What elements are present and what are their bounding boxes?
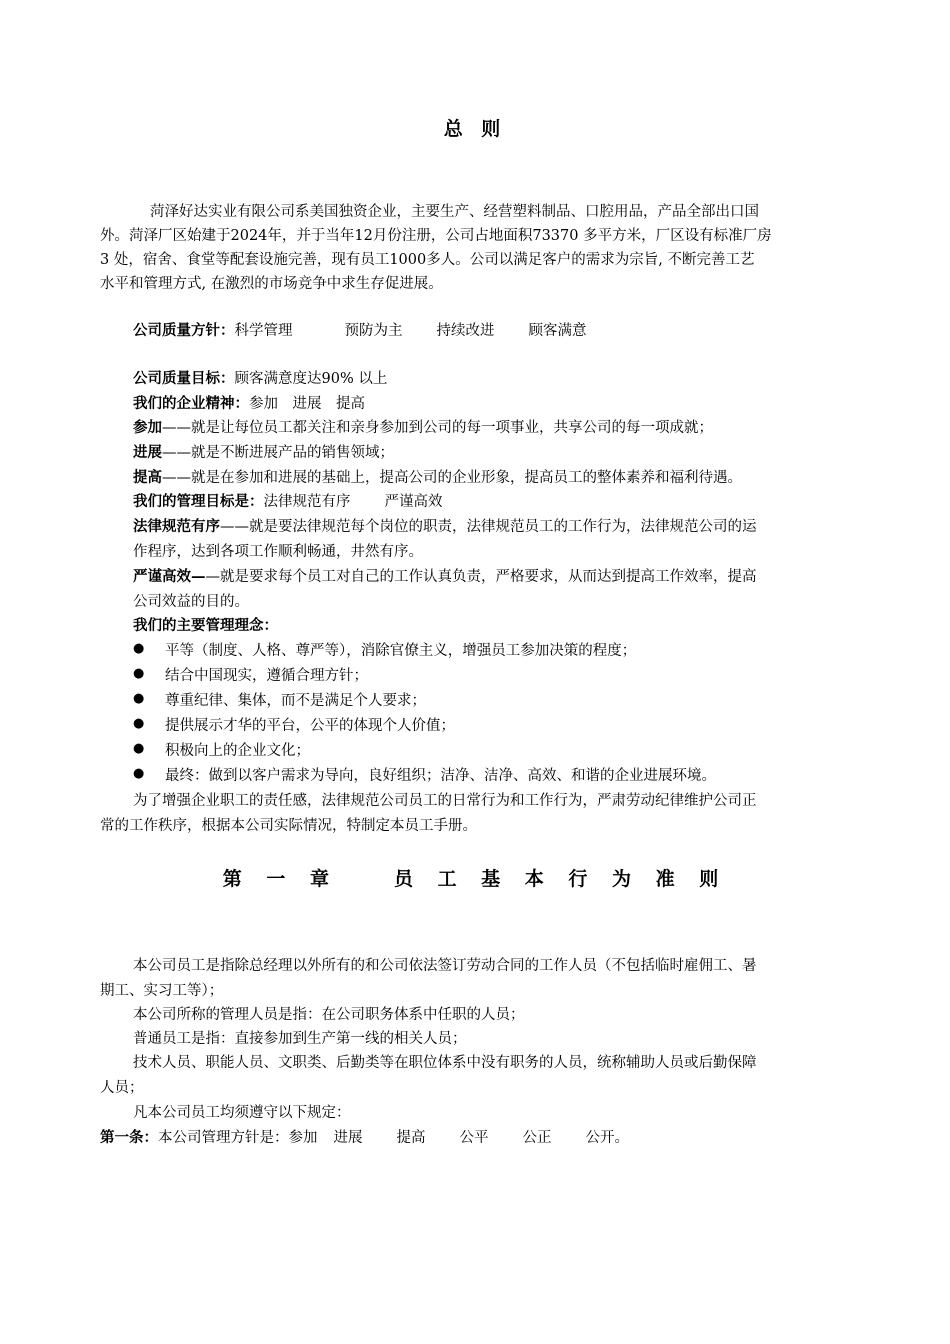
bullet-icon: ●: [133, 641, 145, 656]
spirit-definition: [133, 441, 394, 465]
concept-item: 尊重纪律、集体，而不是满足个人要求；: [165, 693, 426, 709]
article-item: 公开。: [585, 1130, 629, 1146]
spirit-definition: [133, 416, 713, 440]
bullet-icon: ●: [133, 766, 145, 781]
spirit-term: 参加: [133, 419, 162, 436]
spirit-term: 提高: [133, 469, 162, 486]
chapter-para-line: 期工、实习工等）；: [100, 983, 224, 999]
quality-policy-label: 公司质量方针：: [133, 322, 235, 339]
quality-goal-text: 顾客满意度达90% 以上: [234, 371, 388, 387]
mgmt-goal-label: 我们的管理目标是：: [133, 493, 264, 510]
chapter-para-line: 人员；: [100, 1080, 144, 1096]
enterprise-spirit: [133, 392, 365, 416]
article-1: [100, 1126, 629, 1150]
quality-goal: [133, 367, 387, 391]
bullet-icon: ●: [133, 666, 145, 681]
quality-goal-label: 公司质量目标：: [133, 370, 235, 387]
mgmt-goal-text: 法律规范有序: [263, 494, 351, 510]
article-item: 进展: [333, 1130, 363, 1146]
mgmt-def-continued: 公司效益的目的。: [133, 594, 249, 610]
intro-line: 外。菏泽厂区始建于2024年，并于当年12月份注册，公司占地面积73370 多平方米，厂区设有标准厂房: [100, 228, 772, 244]
bullet-icon: ●: [133, 716, 145, 731]
mgmt-def-text: ——就是要法律规范每个岗位的职责，法律规范员工的工作行为，法律规范公司的运: [220, 519, 757, 535]
mgmt-def-text: —就是要求每个员工对自己的工作认真负责，严格要求，从而达到提高工作效率，提高: [205, 569, 757, 585]
concept-item: 结合中国现实，遵循合理方针；: [165, 668, 368, 684]
closing-line: 为了增强企业职工的责任感，法律规范公司员工的日常行为和工作行为，严肃劳动纪律维护公司正: [133, 793, 757, 809]
mgmt-term: 法律规范有序: [133, 518, 220, 535]
chapter-para-line: 技术人员、职能人员、文职类、后勤类等在职位体系中没有职务的人员，统称辅助人员或后勤保障: [133, 1055, 757, 1071]
management-goal: [133, 490, 443, 514]
chapter-para-line: 普通员工是指：直接参加到生产第一线的相关人员；: [133, 1031, 467, 1047]
intro-line: 水平和管理方式, 在激烈的市场竞争中求生存促进展。: [100, 276, 443, 292]
article-item: 公平: [459, 1130, 489, 1146]
mgmt-goal-text: 严谨高效: [384, 494, 443, 510]
bullet-icon: ●: [133, 691, 145, 706]
page-title: 总 则: [443, 118, 507, 140]
mgmt-term: 严谨高效—: [133, 568, 206, 585]
quality-policy: [133, 319, 587, 343]
spirit-label: 我们的企业精神：: [133, 395, 249, 412]
spirit-definition: [133, 466, 742, 490]
chapter-para-line: 凡本公司员工均须遵守以下规定：: [133, 1105, 351, 1121]
article-label: 第一条：: [100, 1129, 158, 1146]
article-item: 本公司管理方针是：参加: [158, 1130, 318, 1146]
concept-item: 提供展示才华的平台，公平的体现个人价值；: [165, 718, 455, 734]
concept-item: 平等（制度、人格、尊严等），消除官僚主义，增强员工参加决策的程度；: [165, 643, 637, 659]
intro-line: 菏泽好达实业有限公司系美国独资企业，主要生产、经营塑料制品、口腔用品，产品全部出口国: [150, 204, 759, 220]
spirit-def-text: ——就是让每位员工都关注和亲身参加到公司的每一项事业，共享公司的每一项成就；: [162, 420, 713, 436]
article-item: 提高: [396, 1130, 426, 1146]
bullet-icon: ●: [133, 741, 145, 756]
quality-policy-item: 预防为主: [344, 323, 403, 339]
spirit-term: 进展: [133, 444, 162, 461]
concept-item: 积极向上的企业文化；: [165, 743, 310, 759]
spirit-def-text: ——就是在参加和进展的基础上，提高公司的企业形象，提高员工的整体素养和福利待遇。: [162, 470, 742, 486]
chapter-para-line: 本公司员工是指除总经理以外所有的和公司依法签订劳动合同的工作人员（不包括临时雇佣工、暑: [133, 958, 757, 974]
mgmt-def-continued: 作程序，达到各项工作顺利畅通，井然有序。: [133, 544, 423, 560]
article-item: 公正: [522, 1130, 552, 1146]
intro-line: 3 处，宿舍、食堂等配套设施完善，现有员工1000多人。公司以满足客户的需求为宗旨, 不断完善工艺: [100, 252, 755, 268]
concepts-label: 我们的主要管理理念：: [133, 617, 278, 634]
concept-item: 最终：做到以客户需求为导向，良好组织；洁净、洁净、高效、和谐的企业进展环境。: [165, 768, 716, 784]
closing-line: 常的工作秩序，根据本公司实际情况，特制定本员工手册。: [100, 818, 477, 834]
quality-policy-item: 顾客满意: [528, 323, 587, 339]
quality-policy-item: 科学管理: [234, 323, 293, 339]
spirit-def-text: ——就是不断进展产品的销售领域；: [162, 445, 394, 461]
quality-policy-item: 持续改进: [436, 323, 495, 339]
spirit-text: 参加 进展 提高: [249, 396, 365, 412]
chapter-para-line: 本公司所称的管理人员是指：在公司职务体系中任职的人员；: [133, 1007, 525, 1023]
chapter-title: 第 一 章 员 工 基 本 行 为 准 则: [222, 868, 728, 890]
mgmt-definition: [133, 565, 757, 589]
mgmt-definition: [133, 515, 757, 539]
